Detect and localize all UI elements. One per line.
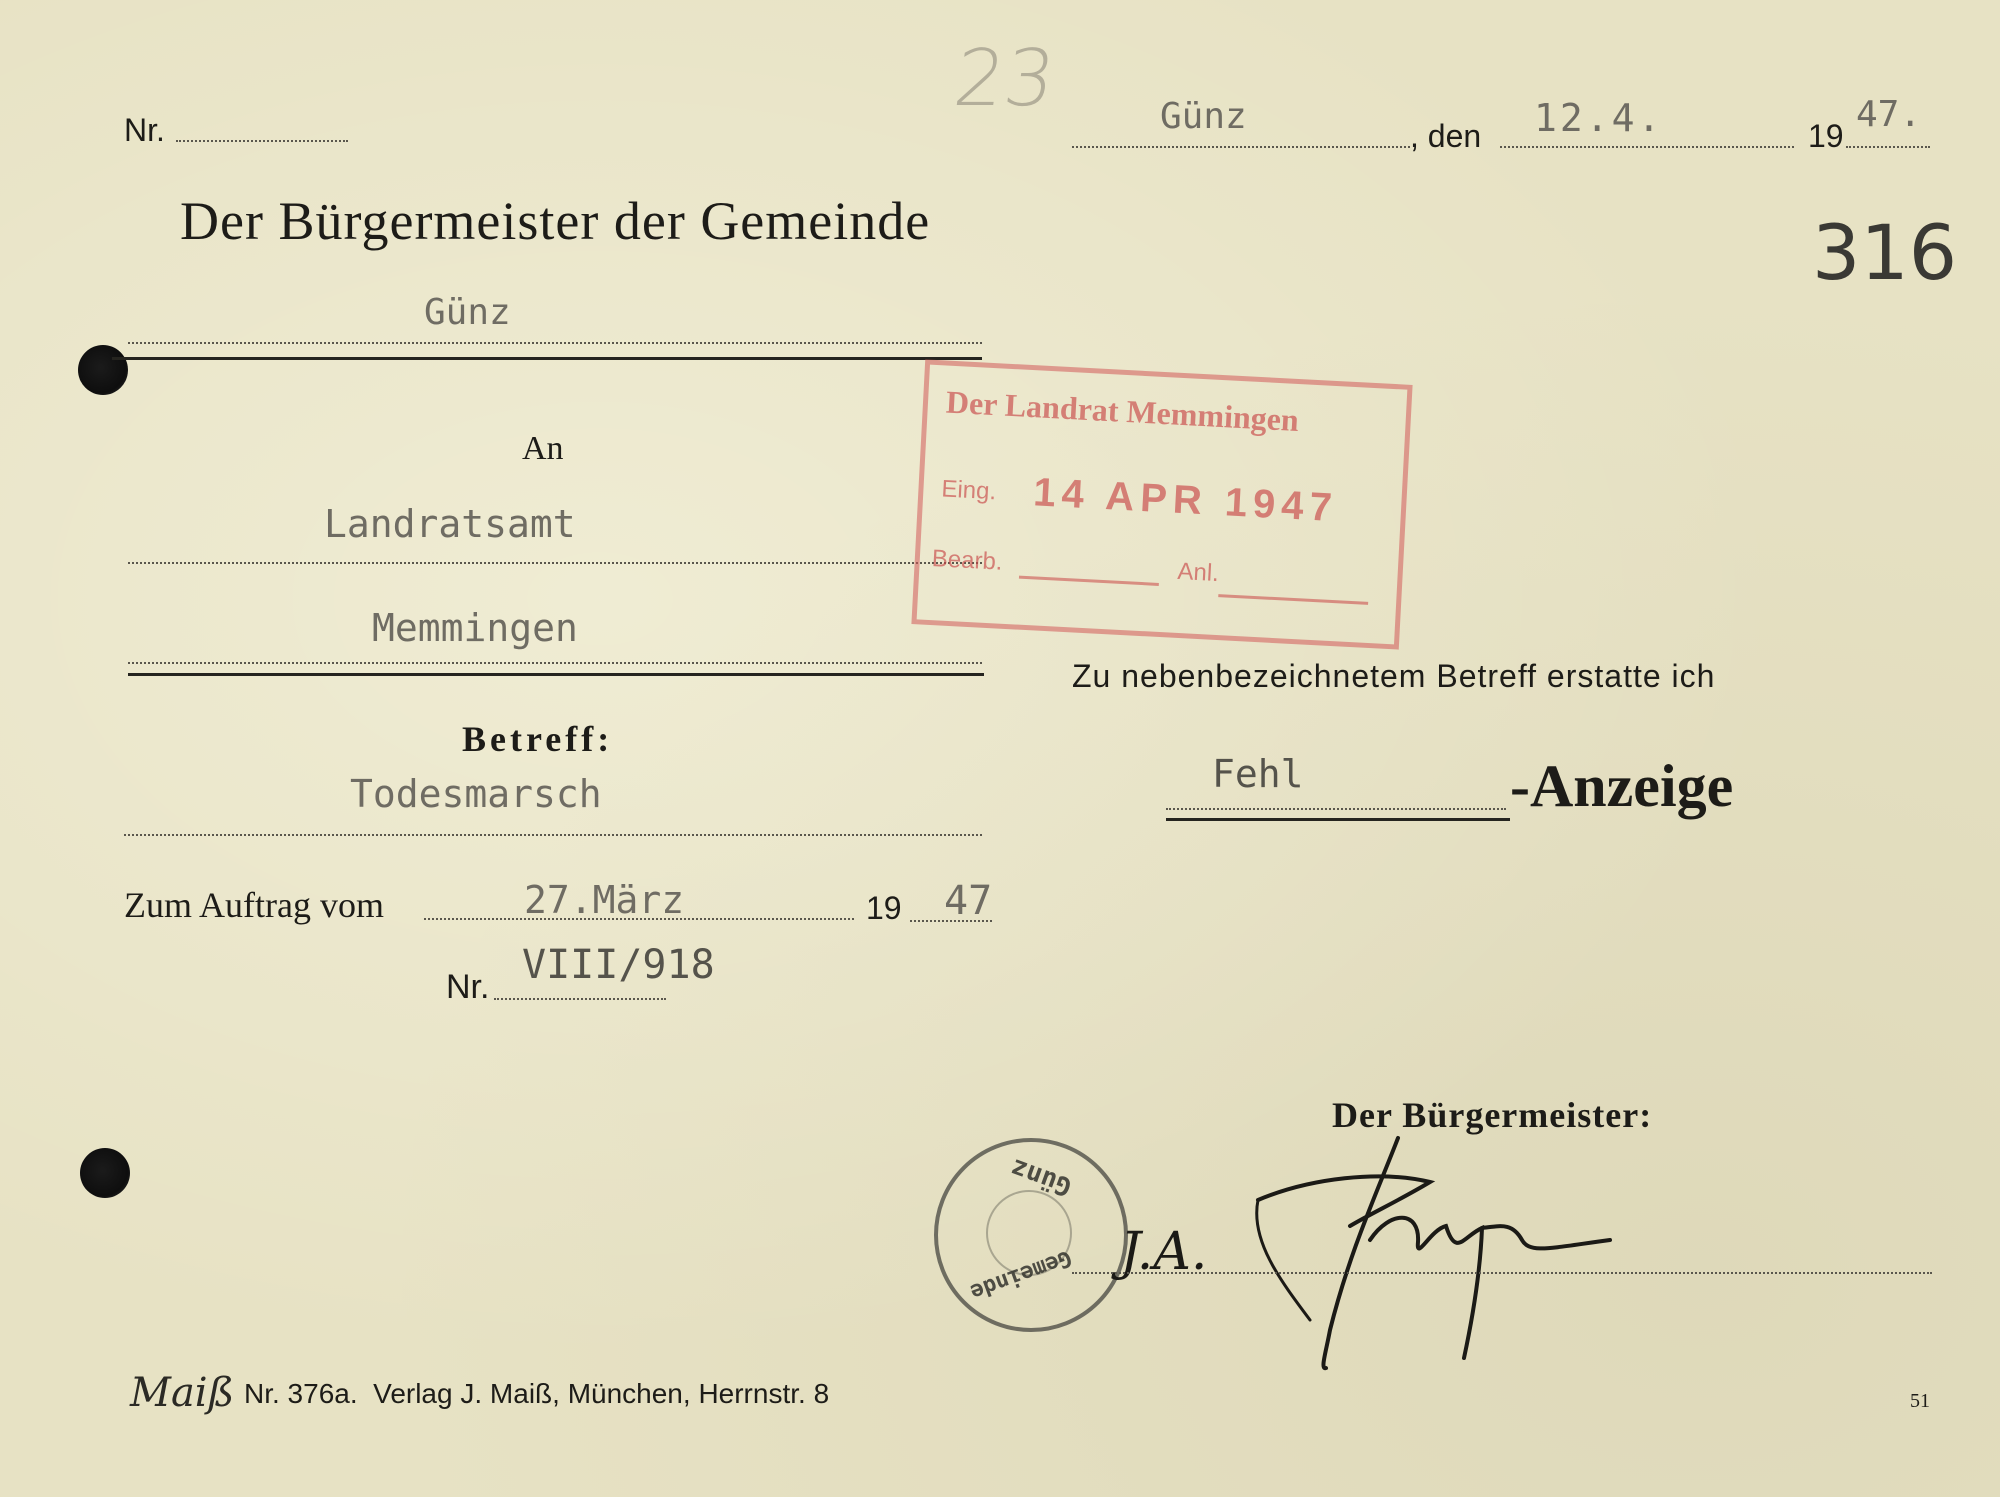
recipient-line2-rule — [128, 662, 982, 664]
report-type-solid — [1166, 818, 1510, 821]
sender-rule — [112, 357, 982, 360]
stamp-bearb-label: Bearb. — [931, 545, 1004, 576]
handwritten-signature — [1250, 1130, 1630, 1380]
year-typed: 47. — [1856, 94, 1922, 135]
report-intro: Zu nebenbezeichnetem Betreff erstatte ich — [1072, 658, 1716, 694]
publisher-logo-signature: Maiß — [130, 1370, 235, 1416]
date-line — [1500, 146, 1794, 148]
date-typed: 12.4. — [1534, 96, 1664, 140]
seal-text-bottom: Gemeinde — [966, 1244, 1076, 1305]
report-type-rule — [1166, 808, 1506, 810]
an-label: An — [522, 430, 564, 467]
signature-prefix: J.A. — [1120, 1222, 1208, 1282]
sender-title: Der Bürgermeister der Gemeinde — [180, 191, 931, 251]
subject-label: Betreff: — [462, 719, 614, 759]
publisher-imprint: Nr. 376a. Verlag J. Maiß, München, Herrnstr. 8 — [244, 1378, 830, 1409]
punch-hole-top — [78, 345, 128, 395]
recipient-line1: Landratsamt — [324, 502, 576, 546]
report-suffix: -Anzeige — [1510, 753, 1734, 819]
place-typed: Günz — [1160, 96, 1247, 137]
stamp-bearb-rule — [1019, 576, 1159, 586]
order-label: Zum Auftrag vom — [124, 885, 384, 925]
order-date: 27.März — [524, 878, 685, 922]
stamp-anl-label: Anl. — [1176, 557, 1220, 588]
page-code: 51 — [1910, 1390, 1930, 1412]
order-nr-label: Nr. — [446, 968, 490, 1006]
sender-municipality: Günz — [424, 292, 511, 333]
year-line — [1846, 146, 1930, 148]
recipient-line1-rule — [128, 562, 982, 564]
year-prefix: 19 — [1808, 118, 1844, 154]
den-label: , den — [1410, 118, 1482, 154]
recipient-line2: Memmingen — [372, 606, 578, 650]
sender-line — [128, 342, 982, 344]
municipal-seal — [934, 1138, 1128, 1332]
stamp-date: 14 APR 1947 — [1032, 470, 1339, 531]
place-line — [1072, 146, 1410, 148]
order-year-rule — [910, 920, 992, 922]
signature-rule — [1072, 1272, 1932, 1274]
subject-rule — [124, 834, 982, 836]
stamp-eing-label: Eing. — [940, 475, 997, 506]
file-number: 316 — [1812, 208, 1958, 297]
report-type-typed: Fehl — [1212, 752, 1304, 796]
seal-text-top: Günz — [1006, 1152, 1076, 1202]
order-nr-value: VIII/918 — [522, 942, 715, 988]
order-nr-rule — [494, 998, 666, 1000]
order-date-rule — [424, 918, 854, 920]
stamp-anl-rule — [1218, 594, 1368, 605]
nr-line — [176, 140, 348, 142]
subject-value: Todesmarsch — [350, 772, 602, 816]
recipient-rule — [128, 673, 984, 676]
order-year-prefix: 19 — [866, 890, 902, 926]
nr-label: Nr. — [124, 112, 165, 148]
received-stamp — [911, 359, 1412, 649]
corner-handwritten-number: 23 — [948, 34, 1061, 124]
stamp-authority: Der Landrat Memmingen — [945, 383, 1300, 439]
signature-title: Der Bürgermeister: — [1332, 1095, 1653, 1135]
order-year: 47 — [944, 878, 993, 924]
punch-hole-bottom — [80, 1148, 130, 1198]
